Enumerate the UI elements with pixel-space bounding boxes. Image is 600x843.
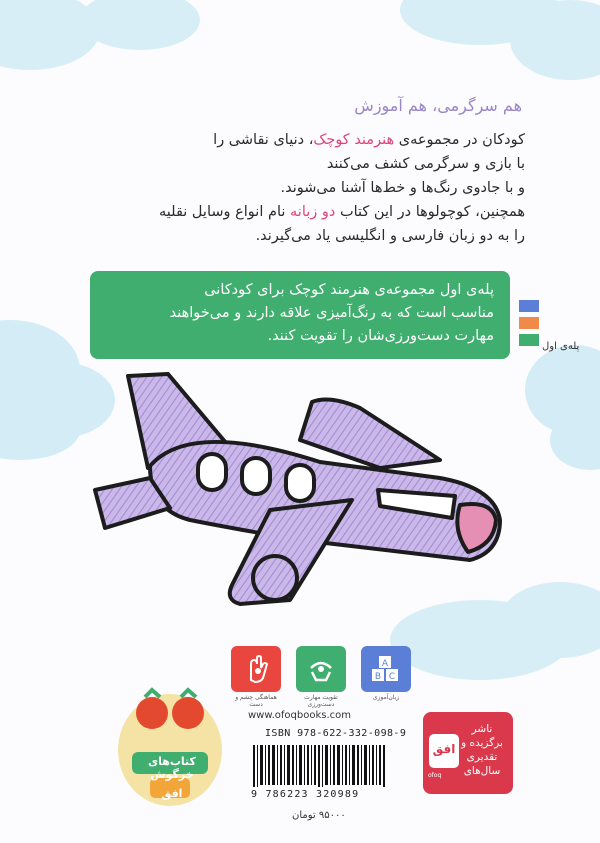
publisher-logo-sub: ofoq [428,772,442,779]
description-line [55,200,525,224]
publisher-website: www.ofoqbooks.com [248,710,352,721]
page-heading: هم سرگرمی، هم آموزش [354,96,522,115]
airplane-drawing [95,374,500,604]
description-line: با بازی و سرگرمی کشف می‌کنند [326,156,525,172]
text-span: ، دنیای نقاشی را [213,132,314,148]
bilingual-highlight: دو زبانه [290,204,336,220]
level-green-swatch [519,334,539,346]
abc-blocks-icon [361,646,411,692]
svg-text:B: B [374,672,382,682]
svg-text:A: A [381,659,389,669]
level-indicator [519,300,539,351]
level-info-box [90,271,510,359]
level-label: پله‌ی اول [542,341,580,352]
barcode-number: 9 786223 320989 [251,789,360,800]
level-blue-swatch [519,300,539,312]
series-logo-sub: افق [161,787,183,800]
series-name-highlight: هنرمند کوچک [313,132,395,148]
cloud-top-left [0,0,200,70]
cloud-right [525,345,600,470]
skill-language [360,646,412,708]
info-line: پله‌ی اول مجموعه‌ی هنرمند کوچک برای کودکانی [204,282,494,298]
skill-label: هماهنگی چشم و دست [235,694,277,708]
price-text: ۹۵۰۰۰ تومان [292,810,346,821]
publisher-award-badge [423,712,513,794]
description-text [55,128,525,248]
info-line: مهارت دست‌ورزی‌شان را تقویت کنند. [267,328,494,344]
text-span: همچنین، کوچولوها در این کتاب [335,204,525,220]
level-orange-swatch [519,317,539,329]
text-span: کودکان در مجموعه‌ی [394,132,525,148]
series-logo-text [126,755,218,800]
skill-hand-eye [230,646,282,708]
description-line: و با جادوی رنگ‌ها و خط‌ها آشنا می‌شوند. [280,180,525,196]
skill-icons [230,646,412,708]
award-text: ناشر برگزیده و تقدیری سال‌های [461,723,503,777]
description-line: را به دو زبان فارسی و انگلیسی یاد می‌گیرند. [255,228,525,244]
skill-label: زبان‌آموزی [372,694,400,701]
cloud-bottom-right [390,582,600,680]
series-logo-title: کتاب‌های خرگوش [148,755,196,781]
skill-fine-motor [295,646,347,708]
description-line [55,128,525,152]
isbn-text: ISBN 978-622-332-098-9 [265,728,407,739]
barcode-graphic [253,745,385,787]
hands-icon [296,646,346,692]
svg-text:C: C [388,672,396,682]
cloud-top-right [400,0,600,80]
publisher-logo: افق [429,734,459,768]
skill-label: تقویت مهارت دست‌ورزی [304,694,338,708]
info-line: مناسب است که به رنگ‌آمیزی علاقه دارند و می‌خواهند [169,305,494,321]
hand-eye-icon [231,646,281,692]
text-span: نام انواع وسایل نقلیه [159,204,291,220]
